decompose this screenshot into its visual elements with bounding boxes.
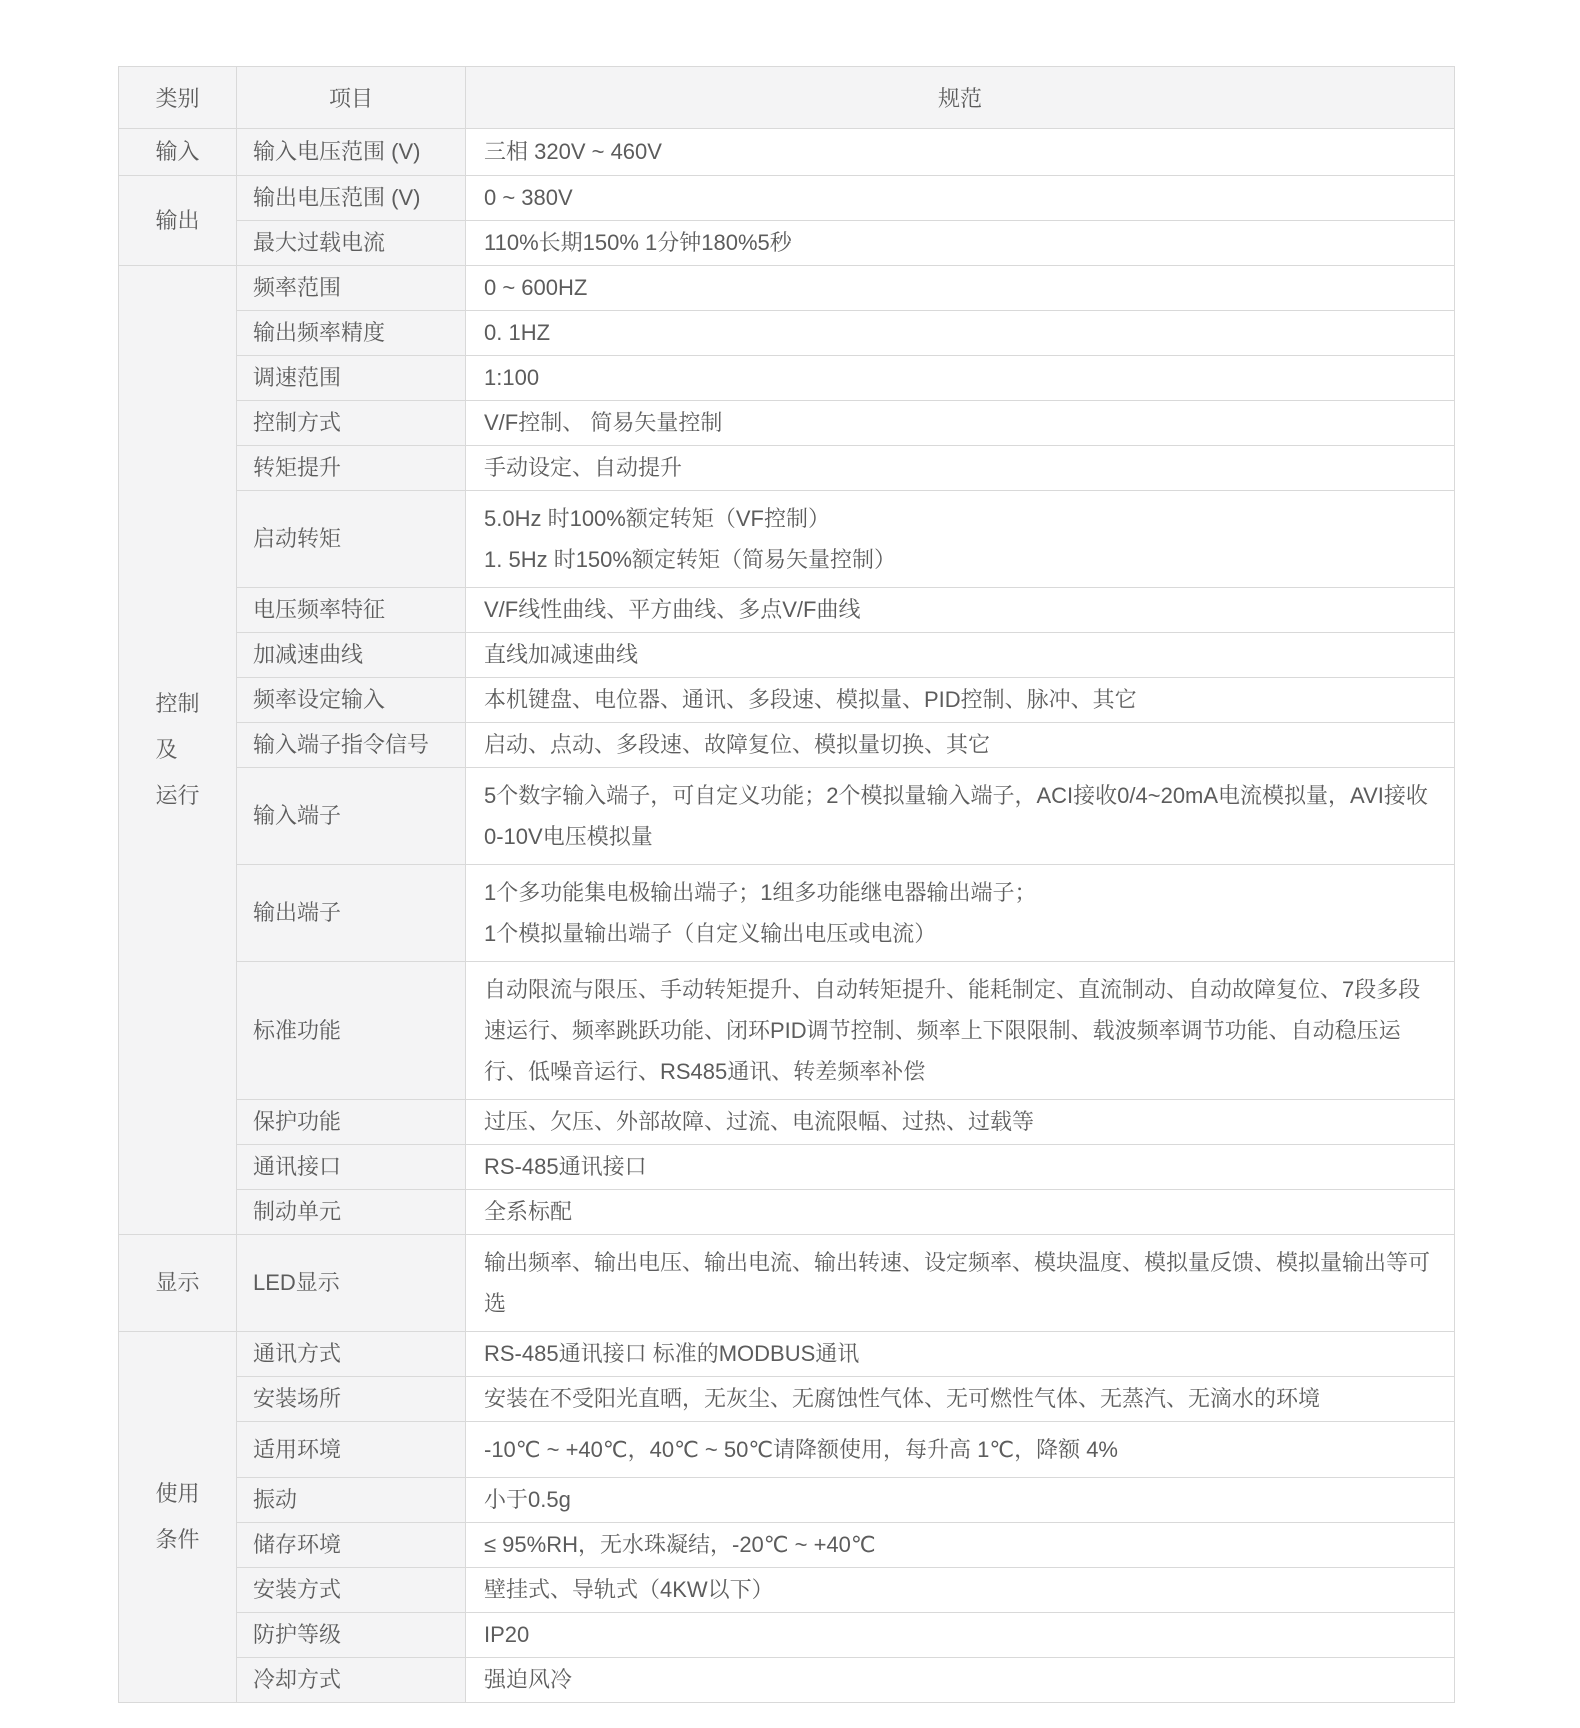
item-cell: 输出频率精度 [237, 311, 466, 356]
category-label [155, 198, 199, 244]
category-line: 显示 [155, 1270, 200, 1295]
category-cell [119, 129, 237, 176]
category-line: 运行 [155, 783, 200, 808]
item-cell: 振动 [237, 1478, 466, 1523]
spec-line: 全系标配 [484, 1199, 573, 1224]
spec-cell [466, 588, 1455, 633]
spec-line: 0. 1HZ [484, 320, 551, 345]
category-cell [119, 1235, 237, 1332]
item-cell: 适用环境 [237, 1422, 466, 1478]
spec-cell [466, 1613, 1455, 1658]
spec-line: 1. 5Hz 时150%额定转矩（简易矢量控制） [484, 547, 896, 572]
category-line: 条件 [155, 1527, 200, 1552]
table-row [119, 962, 1455, 1100]
table-row [119, 1235, 1455, 1332]
item-cell: 频率范围 [237, 266, 466, 311]
spec-line: V/F线性曲线、平方曲线、多点V/F曲线 [484, 597, 861, 622]
table-row [119, 1190, 1455, 1235]
item-cell: 储存环境 [237, 1523, 466, 1568]
item-cell: 安装方式 [237, 1568, 466, 1613]
item-cell: 输入端子指令信号 [237, 723, 466, 768]
category-line: 使用 [155, 1481, 200, 1506]
item-cell: 输入端子 [237, 768, 466, 865]
spec-line: 5个数字输入端子，可自定义功能；2个模拟量输入端子，ACI接收0/4~20mA电流模拟量，AVI接收0-10V电压模拟量 [484, 783, 1428, 849]
item-cell: 通讯接口 [237, 1145, 466, 1190]
spec-line: 1个多功能集电极输出端子；1组多功能继电器输出端子； [484, 880, 1037, 905]
item-cell: LED显示 [237, 1235, 466, 1332]
spec-cell [466, 1235, 1455, 1332]
spec-cell [466, 129, 1455, 176]
item-cell: 标准功能 [237, 962, 466, 1100]
spec-cell [466, 723, 1455, 768]
table-row [119, 723, 1455, 768]
header-item: 项目 [237, 67, 466, 129]
spec-line: 5.0Hz 时100%额定转矩（VF控制） [484, 506, 830, 531]
spec-cell [466, 1332, 1455, 1377]
spec-line: 自动限流与限压、手动转矩提升、自动转矩提升、能耗制定、直流制动、自动故障复位、7段多段速运行、频率跳跃功能、闭环PID调节控制、频率上下限限制、载波频率调节功能、自动稳压运行、低噪音运行、RS485通讯、转差频率补偿 [484, 977, 1421, 1084]
table-row [119, 588, 1455, 633]
category-line: 输出 [155, 207, 200, 233]
spec-cell [466, 633, 1455, 678]
table-row [119, 1332, 1455, 1377]
spec-line: 110%长期150% 1分钟180%5秒 [484, 230, 792, 255]
spec-line: 手动设定、自动提升 [484, 455, 683, 480]
spec-cell [466, 356, 1455, 401]
item-cell: 冷却方式 [237, 1658, 466, 1703]
category-label [155, 1260, 199, 1306]
category-line: 控制 [155, 691, 200, 716]
item-cell: 电压频率特征 [237, 588, 466, 633]
item-cell: 安装场所 [237, 1377, 466, 1422]
table-row [119, 1568, 1455, 1613]
category-line: 输入 [155, 139, 200, 164]
table-row [119, 1377, 1455, 1422]
item-cell: 加减速曲线 [237, 633, 466, 678]
table-row [119, 1523, 1455, 1568]
item-cell: 调速范围 [237, 356, 466, 401]
spec-cell [466, 266, 1455, 311]
table-row [119, 768, 1455, 865]
spec-line: 安装在不受阳光直晒，无灰尘、无腐蚀性气体、无可燃性气体、无蒸汽、无滴水的环境 [484, 1386, 1321, 1411]
spec-cell [466, 865, 1455, 962]
item-cell: 输入电压范围 (V) [237, 129, 466, 176]
header-spec: 规范 [466, 67, 1455, 129]
spec-line: 小于0.5g [484, 1487, 571, 1512]
item-cell: 控制方式 [237, 401, 466, 446]
spec-line: 过压、欠压、外部故障、过流、电流限幅、过热、过载等 [484, 1109, 1035, 1134]
table-row [119, 311, 1455, 356]
item-cell: 最大过载电流 [237, 221, 466, 266]
spec-cell [466, 401, 1455, 446]
category-line: 及 [155, 737, 178, 762]
table-row [119, 176, 1455, 221]
header-category: 类别 [119, 67, 237, 129]
spec-line: 1个模拟量输出端子（自定义输出电压或电流） [484, 921, 937, 946]
table-row [119, 129, 1455, 176]
spec-line: 直线加减速曲线 [484, 642, 639, 667]
table-row [119, 1658, 1455, 1703]
table-row [119, 865, 1455, 962]
spec-line: 强迫风冷 [484, 1667, 573, 1692]
category-label [155, 129, 199, 175]
spec-cell [466, 1523, 1455, 1568]
spec-cell [466, 1100, 1455, 1145]
table-row [119, 1145, 1455, 1190]
table-row [119, 446, 1455, 491]
spec-cell [466, 1568, 1455, 1613]
item-cell: 转矩提升 [237, 446, 466, 491]
table-row [119, 1100, 1455, 1145]
item-cell: 保护功能 [237, 1100, 466, 1145]
spec-cell [466, 768, 1455, 865]
category-cell [119, 176, 237, 266]
item-cell: 输出电压范围 (V) [237, 176, 466, 221]
spec-cell [466, 678, 1455, 723]
spec-line: IP20 [484, 1622, 530, 1647]
table-row [119, 633, 1455, 678]
spec-cell [466, 962, 1455, 1100]
spec-table-head [119, 67, 1455, 129]
spec-cell [466, 1145, 1455, 1190]
spec-cell [466, 176, 1455, 221]
spec-line: 本机键盘、电位器、通讯、多段速、模拟量、PID控制、脉冲、其它 [484, 687, 1137, 712]
spec-line: RS-485通讯接口 标准的MODBUS通讯 [484, 1341, 860, 1366]
spec-table-body [119, 129, 1455, 1703]
spec-line: 三相 320V ~ 460V [484, 139, 662, 164]
spec-line: 输出频率、输出电压、输出电流、输出转速、设定频率、模块温度、模拟量反馈、模拟量输出等可选 [484, 1250, 1431, 1316]
table-row [119, 356, 1455, 401]
table-row [119, 266, 1455, 311]
table-row [119, 1478, 1455, 1523]
table-row [119, 221, 1455, 266]
spec-cell [466, 446, 1455, 491]
item-cell: 启动转矩 [237, 491, 466, 588]
spec-cell [466, 1658, 1455, 1703]
item-cell: 频率设定输入 [237, 678, 466, 723]
item-cell: 防护等级 [237, 1613, 466, 1658]
item-cell: 制动单元 [237, 1190, 466, 1235]
spec-line: 壁挂式、导轨式（4KW以下） [484, 1577, 774, 1602]
spec-line: 启动、点动、多段速、故障复位、模拟量切换、其它 [484, 732, 991, 757]
spec-cell [466, 311, 1455, 356]
spec-line: RS-485通讯接口 [484, 1154, 647, 1179]
spec-line: 1:100 [484, 365, 540, 390]
spec-line: 0 ~ 380V [484, 185, 573, 210]
table-row [119, 1422, 1455, 1478]
table-row [119, 678, 1455, 723]
spec-cell [466, 491, 1455, 588]
item-cell: 输出端子 [237, 865, 466, 962]
spec-cell [466, 221, 1455, 266]
category-cell [119, 266, 237, 1235]
spec-table [118, 66, 1455, 1703]
table-row [119, 491, 1455, 588]
spec-line: V/F控制、 简易矢量控制 [484, 410, 723, 435]
category-cell [119, 1332, 237, 1703]
category-label [155, 681, 199, 819]
spec-line: 0 ~ 600HZ [484, 275, 588, 300]
table-row [119, 1613, 1455, 1658]
spec-cell [466, 1190, 1455, 1235]
spec-cell [466, 1377, 1455, 1422]
item-cell: 通讯方式 [237, 1332, 466, 1377]
category-label [155, 1471, 199, 1563]
table-row [119, 401, 1455, 446]
spec-cell [466, 1478, 1455, 1523]
spec-line: ≤ 95%RH，无水珠凝结，-20℃ ~ +40℃ [484, 1532, 876, 1557]
spec-line: -10℃ ~ +40℃，40℃ ~ 50℃请降额使用，每升高 1℃，降额 4% [484, 1437, 1118, 1462]
header-row [119, 67, 1455, 129]
spec-cell [466, 1422, 1455, 1478]
